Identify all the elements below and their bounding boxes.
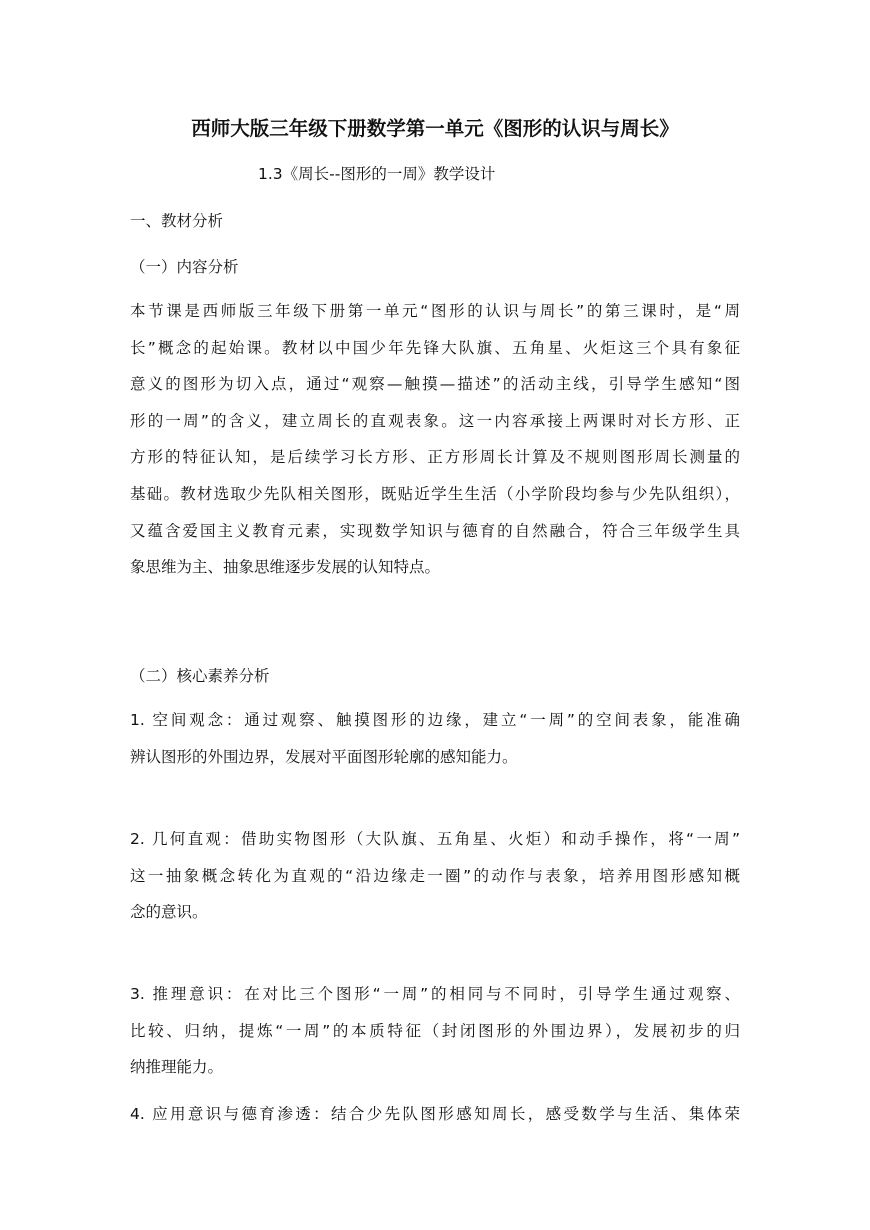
list-item-spatial-concept bbox=[130, 702, 740, 775]
paragraph-line: 2. 几何直观：借助实物图形（大队旗、五角星、火炬）和动手操作，将“一周” bbox=[130, 830, 740, 848]
paragraph-line: 这一抽象概念转化为直观的“沿边缘走一圈”的动作与表象，培养用图形感知概 bbox=[130, 866, 740, 885]
document-subtitle: 1.3《周长--图形的一周》教学设计 bbox=[258, 165, 496, 183]
paragraph-line: 象思维为主、抽象思维逐步发展的认知特点。 bbox=[130, 558, 441, 577]
list-item-geometric-intuition bbox=[130, 821, 740, 931]
paragraph-line: 念的意识。 bbox=[130, 903, 208, 922]
paragraph-line: 又蕴含爱国主义教育元素，实现数学知识与德育的自然融合，符合三年级学生具 bbox=[130, 521, 740, 540]
paragraph-line: 4. 应用意识与德育渗透：结合少先队图形感知周长，感受数学与生活、集体荣 bbox=[130, 1105, 740, 1123]
document-title: 西师大版三年级下册数学第一单元《图形的认识与周长》 bbox=[191, 117, 679, 140]
paragraph-content-analysis bbox=[130, 293, 740, 586]
paragraph-line: 纳推理能力。 bbox=[130, 1058, 224, 1077]
section-heading-material-analysis: 一、教材分析 bbox=[130, 212, 224, 230]
paragraph-line: 本节课是西师版三年级下册第一单元“图形的认识与周长”的第三课时，是“周 bbox=[130, 302, 740, 320]
paragraph-line: 1. 空间观念：通过观察、触摸图形的边缘，建立“一周”的空间表象，能准确 bbox=[130, 711, 740, 729]
paragraph-line: 比较、归纳，提炼“一周”的本质特征（封闭图形的外围边界），发展初步的归 bbox=[130, 1021, 740, 1040]
paragraph-line: 意义的图形为切入点，通过“观察—触摸—描述”的活动主线，引导学生感知“图 bbox=[130, 375, 740, 394]
subsection-heading-content-analysis: （一）内容分析 bbox=[130, 258, 239, 276]
subsection-heading-core-literacy: （二）核心素养分析 bbox=[130, 667, 270, 685]
paragraph-line: 3. 推理意识：在对比三个图形“一周”的相同与不同时，引导学生通过观察、 bbox=[130, 985, 740, 1003]
paragraph-line: 基础。教材选取少先队相关图形，既贴近学生生活（小学阶段均参与少先队组织）， bbox=[130, 484, 740, 503]
paragraph-line: 形的一周”的含义，建立周长的直观表象。这一内容承接上两课时对长方形、正 bbox=[130, 411, 740, 430]
list-item-reasoning bbox=[130, 976, 740, 1086]
paragraph-line: 方形的特征认知，是后续学习长方形、正方形周长计算及不规则图形周长测量的 bbox=[130, 448, 740, 467]
paragraph-line: 辨认图形的外围边界，发展对平面图形轮廓的感知能力。 bbox=[130, 747, 518, 766]
list-item-application bbox=[130, 1096, 740, 1133]
paragraph-line: 长”概念的起始课。教材以中国少年先锋大队旗、五角星、火炬这三个具有象征 bbox=[130, 338, 740, 357]
